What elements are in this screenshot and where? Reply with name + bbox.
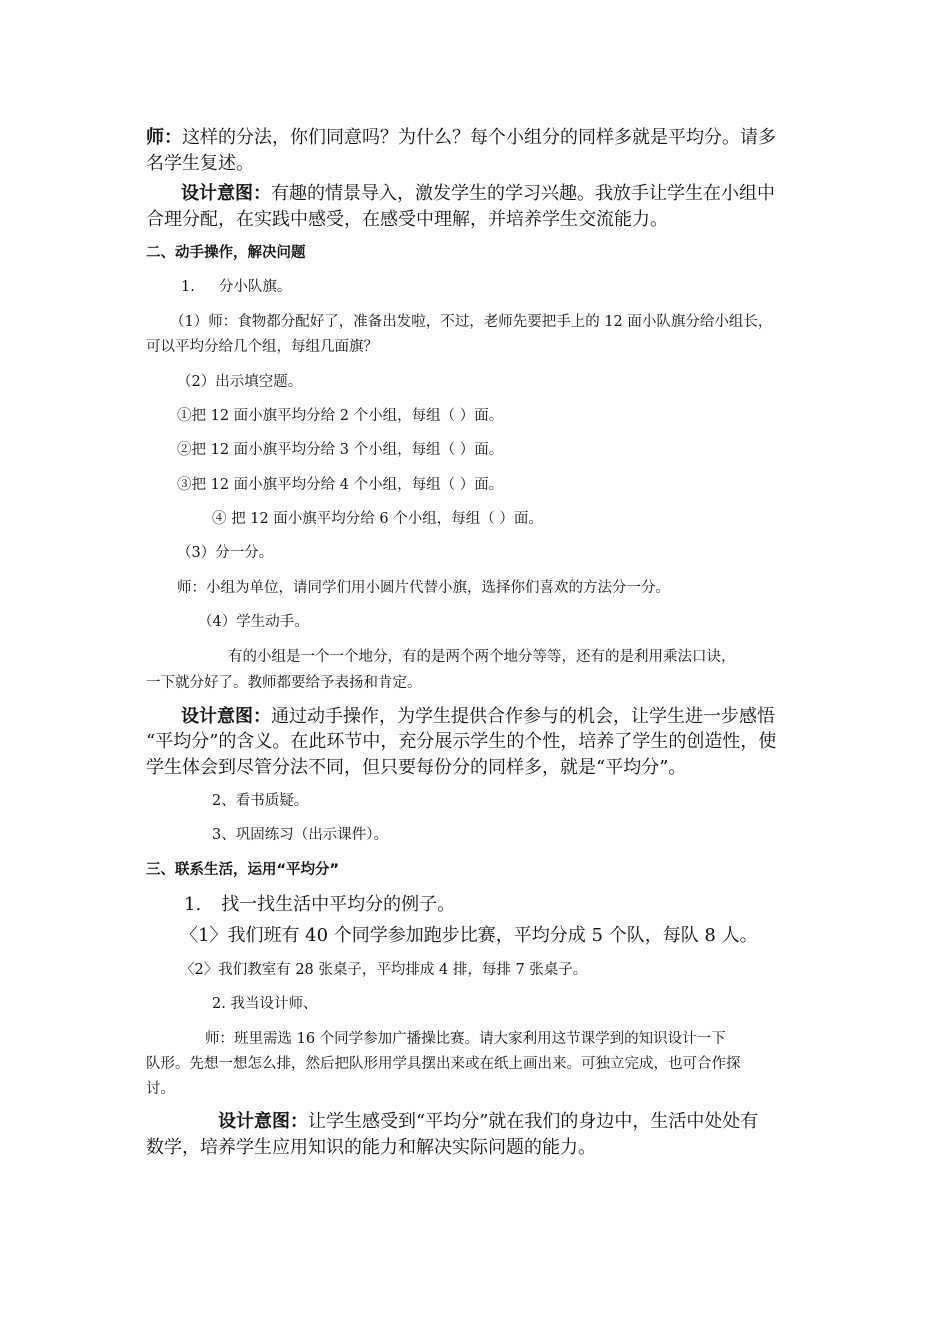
intent1-line-1: [181, 183, 775, 206]
section3-heading: 三、联系生活，运用“平均分”: [146, 862, 340, 878]
section2-p2: （2）出示填空题。: [177, 374, 303, 390]
dialogue-line-2: 名学生复述。: [146, 153, 254, 174]
life-example-1: 〈1〉我们班有 40 个同学参加跑步比赛，平均分成 5 个队，每队 8 人。: [180, 925, 758, 946]
intent1-text-1: 有趣的情景导入，激发学生的学习兴趣。我放手让学生在小组中: [271, 183, 775, 204]
section2-p4-line-2: 一下就分好了。教师都要给予表扬和肯定。: [146, 675, 422, 691]
section3-item2: 2. 我当设计师、: [212, 996, 318, 1012]
intent2-line-1: [181, 706, 775, 729]
section3-item1: [184, 894, 455, 917]
section2-p1-line-2: 可以平均分给几个组，每组几面旗？: [146, 339, 378, 355]
intent2-label: 设计意图：: [181, 706, 271, 727]
life-example-2: 〈2〉我们教室有 28 张桌子，平均排成 4 排，每排 7 张桌子。: [180, 962, 588, 978]
intent3-line-2: 数学，培养学生应用知识的能力和解决实际问题的能力。: [146, 1137, 596, 1158]
section3-teacher-line-1: 师：班里需选 16 个同学参加广播操比赛。请大家利用这节课学到的知识设计一下: [205, 1031, 726, 1047]
fill-blank-q1: ①把 12 面小旗平均分给 2 个小组，每组（ ）面。: [177, 408, 504, 424]
section3-teacher-line-3: 讨。: [146, 1081, 175, 1097]
section2-p4-line-1: 有的小组是一个一个地分，有的是两个两个地分等等，还有的是利用乘法口诀，: [228, 649, 736, 665]
intent3-text-1: 让学生感受到“平均分”就在我们的身边中，生活中处处有: [308, 1111, 759, 1132]
intent2-text-1: 通过动手操作，为学生提供合作参与的机会，让学生进一步感悟: [271, 706, 775, 727]
section2-item3: 3、巩固练习（出示课件）。: [212, 827, 388, 843]
fill-blank-q3: ③把 12 面小旗平均分给 4 个小组，每组（ ）面。: [177, 477, 504, 493]
section2-item1-number: 1.: [181, 279, 195, 295]
section2-p4: （4）学生动手。: [198, 614, 309, 630]
section2-item1-text: 分小队旗。: [218, 279, 292, 295]
intent3-label: 设计意图：: [218, 1111, 308, 1132]
intent2-line-3: 学生体会到尽管分法不同，但只要每份分的同样多，就是“平均分”。: [146, 757, 687, 778]
fill-blank-q4: ④ 把 12 面小旗平均分给 6 个小组，每组（ ）面。: [212, 511, 543, 527]
fill-blank-q2: ②把 12 面小旗平均分给 3 个小组，每组（ ）面。: [177, 442, 504, 458]
section2-p1-line-1: （1）师：食物都分配好了，准备出发啦，不过，老师先要把手上的 12 面小队旗分给小组长，: [170, 314, 773, 330]
section3-teacher-line-2: 队形。先想一想怎么排，然后把队形用学具摆出来或在纸上画出来。可独立完成，也可合作探: [146, 1056, 741, 1072]
dialogue-text-1: 这样的分法，你们同意吗？为什么？每个小组分的同样多就是平均分。请多: [182, 127, 776, 148]
intent1-line-2: 合理分配，在实践中感受，在感受中理解，并培养学生交流能力。: [146, 209, 668, 230]
intent2-line-2: “平均分”的含义。在此环节中，充分展示学生的个性，培养了学生的创造性，使: [146, 731, 777, 752]
dialogue-line-1: [146, 127, 776, 150]
section2-p3-teacher: 师：小组为单位，请同学们用小圆片代替小旗，选择你们喜欢的方法分一分。: [177, 580, 670, 596]
intent1-label: 设计意图：: [181, 183, 271, 204]
section2-item2: 2、看书质疑。: [212, 793, 309, 809]
section2-item1: [181, 278, 291, 296]
section2-heading: 二、动手操作，解决问题: [146, 245, 306, 261]
section2-p3: （3）分一分。: [177, 545, 274, 561]
section3-item1-text: 找一找生活中平均分的例子。: [221, 894, 456, 915]
intent3-line-1: [218, 1111, 758, 1134]
speaker-label: 师：: [146, 127, 182, 148]
section3-item1-number: 1.: [184, 894, 202, 915]
